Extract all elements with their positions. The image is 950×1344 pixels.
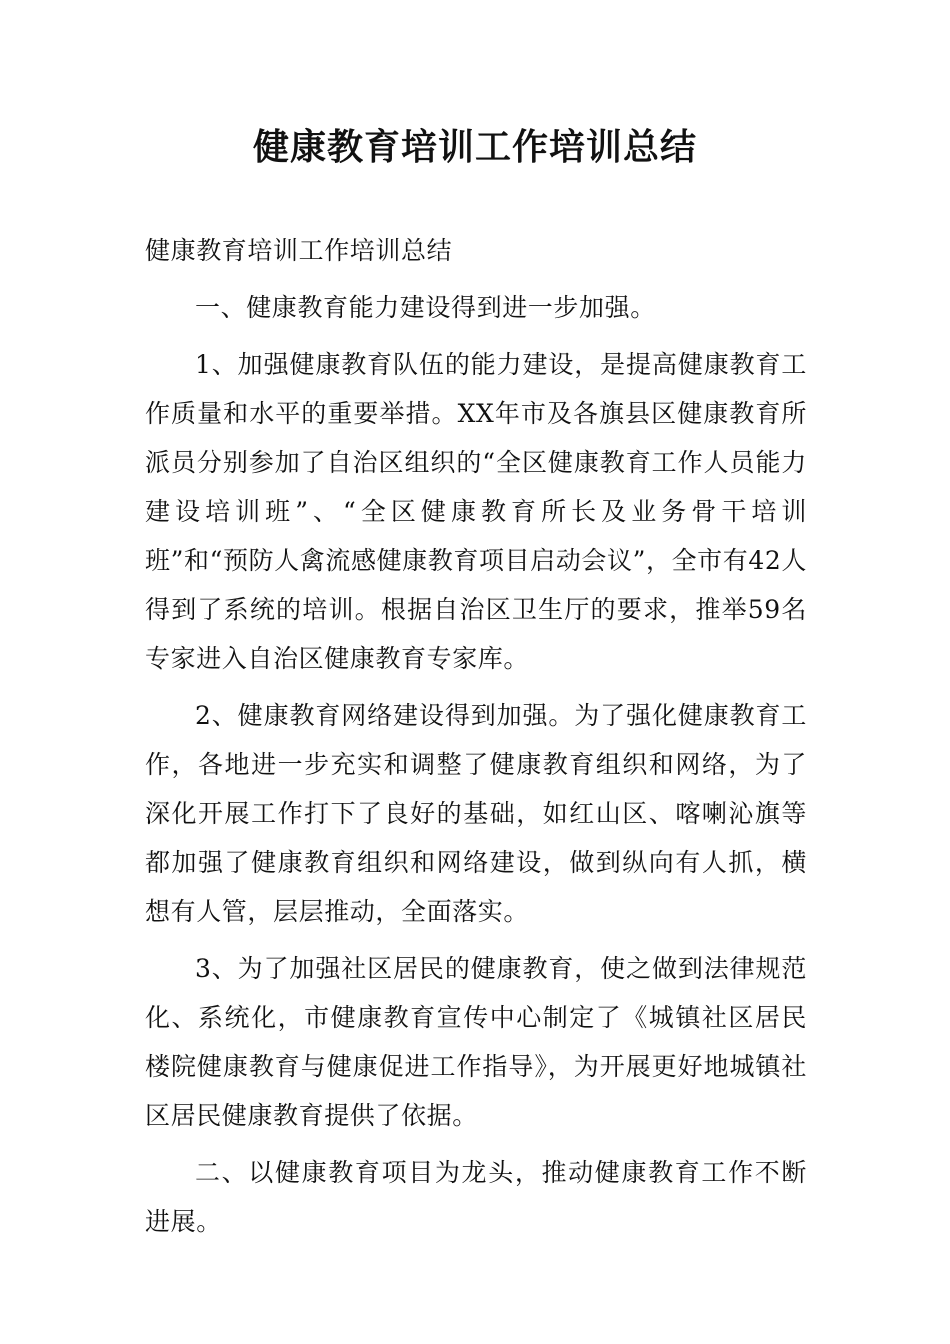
section-heading-1: 一、健康教育能力建设得到进一步加强。 xyxy=(195,293,656,322)
document-title: 健康教育培训工作培训总结 xyxy=(252,127,697,168)
paragraph-1: 1、加强健康教育队伍的能力建设，是提高健康教育工作质量和水平的重要举措。XX年市及各旗县区健康教育所派员分别参加了自治区组织的“全区健康教育工作人员能力建设培训班”、“全区健康教育所长及业务骨干培训班”和“预防人禽流感健康教育项目启动会议”，全市有42人得到了系统的培训。根据自治区卫生厅的要求，推举59名专家进入自治区健康教育专家库。 xyxy=(145,350,807,673)
paragraph-2: 2、健康教育网络建设得到加强。为了强化健康教育工作，各地进一步充实和调整了健康教育组织和网络，为了深化开展工作打下了良好的基础，如红山区、喀喇沁旗等都加强了健康教育组织和网络建设，做到纵向有人抓，横想有人管，层层推动，全面落实。 xyxy=(145,701,807,926)
subtitle-paragraph: 健康教育培训工作培训总结 xyxy=(145,236,453,265)
document-body xyxy=(145,226,807,1254)
paragraph-3: 3、为了加强社区居民的健康教育，使之做到法律规范化、系统化，市健康教育宣传中心制定了《城镇社区居民楼院健康教育与健康促进工作指导》，为开展更好地城镇社区居民健康教育提供了依据。 xyxy=(145,954,807,1130)
section-heading-2: 二、以健康教育项目为龙头，推动健康教育工作不断进展。 xyxy=(145,1158,807,1236)
